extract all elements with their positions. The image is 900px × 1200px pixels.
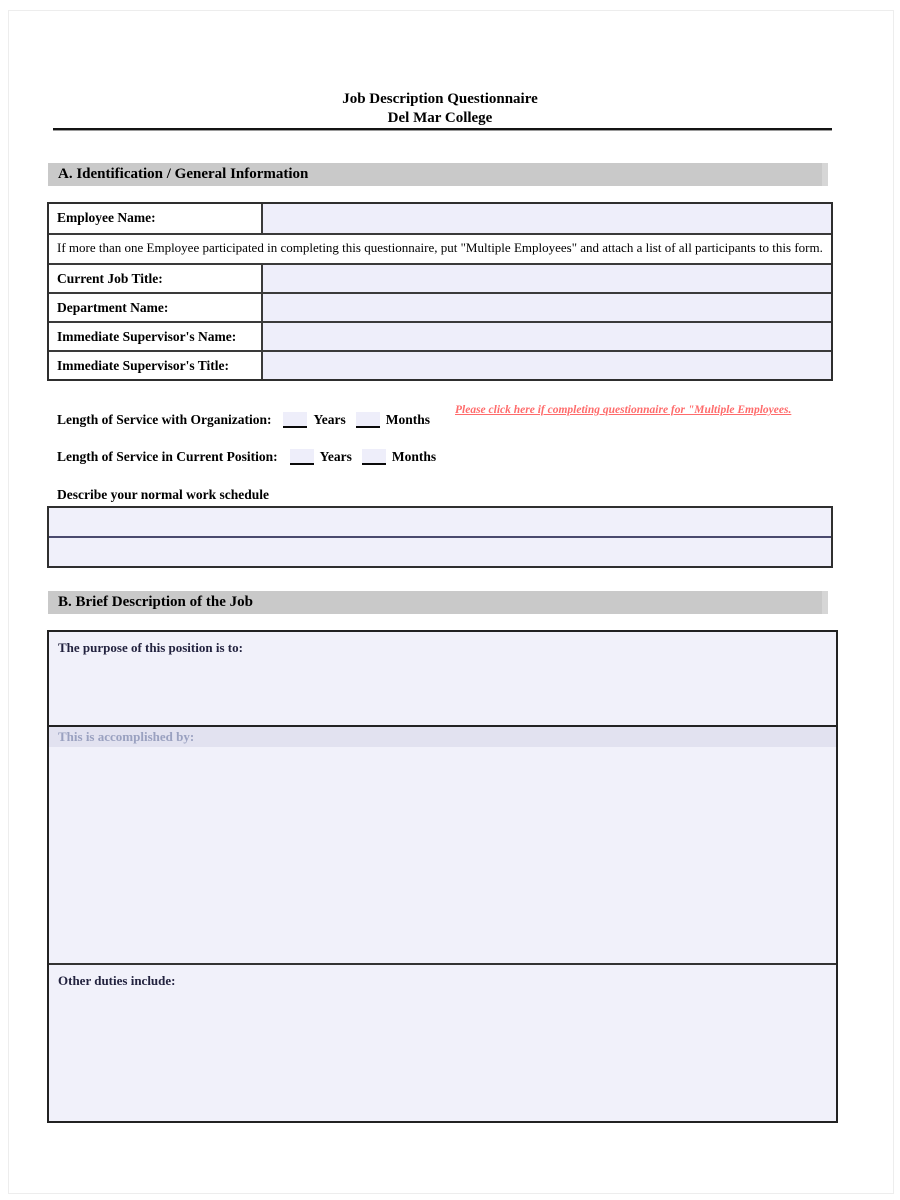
current-job-title-input[interactable] [263,265,831,292]
multiple-employees-note: If more than one Employee participated in completing this questionnaire, put "Multiple Employees" and attach a list of all participants to this form. [49,233,831,263]
service-position-label: Length of Service in Current Position: [57,449,278,464]
other-duties-label: Other duties include: [58,973,176,988]
purpose-label: The purpose of this position is to: [58,640,243,655]
work-schedule-input-row-2[interactable] [49,536,831,566]
supervisor-name-label: Immediate Supervisor's Name: [49,323,263,350]
work-schedule-box [47,506,833,568]
supervisor-title-label: Immediate Supervisor's Title: [49,352,263,379]
department-name-label: Department Name: [49,294,263,321]
service-position-line [57,449,436,465]
document-title [0,90,880,128]
section-a-header: A. Identification / General Information [48,163,828,186]
current-job-title-label: Current Job Title: [49,265,263,292]
accomplished-label: This is accomplished by: [58,729,195,744]
service-organization-years-input[interactable] [283,412,307,428]
service-position-years-input[interactable] [290,449,314,465]
title-line-1: Job Description Questionnaire [342,91,538,107]
table-row [49,350,831,379]
accomplished-label-strip [49,727,836,747]
table-row [49,263,831,292]
multiple-employees-link[interactable]: Please click here if completing questionnaire for "Multiple Employees. [455,404,792,416]
service-organization-line [57,412,430,428]
work-schedule-input-row-1[interactable] [49,508,831,536]
supervisor-name-input[interactable] [263,323,831,350]
months-label: Months [391,449,437,464]
service-organization-label: Length of Service with Organization: [57,412,272,427]
table-row [49,292,831,321]
months-label: Months [385,412,430,427]
title-line-2: Del Mar College [387,109,493,126]
title-divider-rule [53,128,832,131]
years-label: Years [313,412,346,427]
identification-table [47,202,833,381]
section-b-header: B. Brief Description of the Job [48,591,828,614]
job-description-box [47,630,838,1123]
service-organization-months-input[interactable] [356,412,380,428]
work-schedule-label: Describe your normal work schedule [57,487,269,502]
table-row [49,321,831,350]
department-name-input[interactable] [263,294,831,321]
table-row [49,204,831,233]
employee-name-label: Employee Name: [49,204,263,233]
other-duties-input-area[interactable] [49,963,836,1121]
service-position-months-input[interactable] [362,449,386,465]
supervisor-title-input[interactable] [263,352,831,379]
accomplished-input-area[interactable] [49,747,836,963]
employee-name-input[interactable] [263,204,831,233]
purpose-input-area[interactable] [49,632,836,727]
years-label: Years [319,449,352,464]
